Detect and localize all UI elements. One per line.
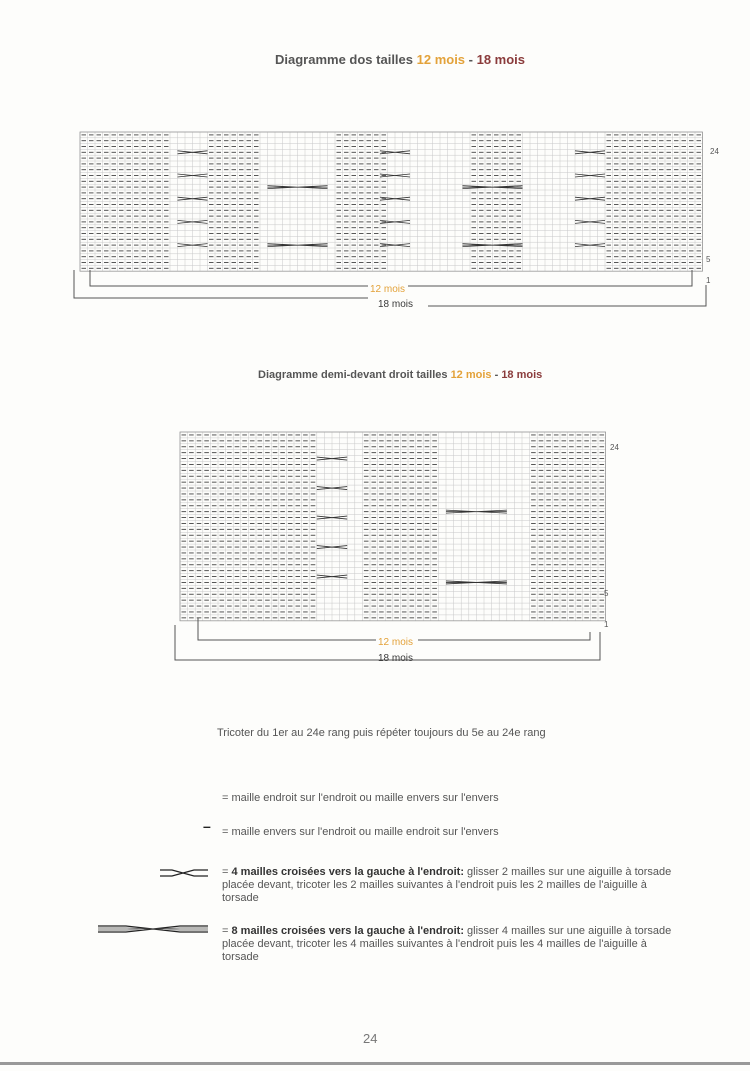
chart1-title: Diagramme dos tailles 12 mois - 18 mois bbox=[275, 52, 526, 67]
page-number: 24 bbox=[363, 1031, 378, 1046]
legend-purl: = maille envers sur l'endroit ou maille endroit sur l'envers bbox=[222, 826, 499, 838]
purl-symbol: – bbox=[203, 818, 211, 834]
chart1-width-18: 18 mois bbox=[378, 299, 414, 310]
chart2-row-1: 1 bbox=[604, 620, 609, 629]
chart1-row-1: 1 bbox=[706, 276, 711, 285]
cable8-icon bbox=[96, 918, 210, 938]
chart2-width-18: 18 mois bbox=[378, 653, 414, 664]
chart1-row-24: 24 bbox=[710, 147, 719, 156]
chart1-width-12: 12 mois bbox=[370, 284, 406, 295]
chart2-row-24: 24 bbox=[610, 443, 619, 452]
chart1-row-5: 5 bbox=[706, 255, 711, 264]
legend-knit: = maille endroit sur l'endroit ou maille envers sur l'envers bbox=[222, 792, 499, 804]
legend-cable8: = 8 mailles croisées vers la gauche à l'endroit: glisser 4 mailles sur une aiguille à torsade placée devant, tricoter les 4 mailles suivantes à l'endroit puis les 4 mailles de l'aiguille à torsade bbox=[222, 925, 672, 963]
chart2-row-5: 5 bbox=[604, 589, 609, 598]
instruction-text: Tricoter du 1er au 24e rang puis répéter toujours du 5e au 24e rang bbox=[217, 727, 546, 739]
legend-cable4: = 4 mailles croisées vers la gauche à l'endroit: glisser 2 mailles sur une aiguille à torsade placée devant, tricoter les 2 mailles suivantes à l'endroit puis les 2 mailles de l'aiguille à torsade bbox=[222, 866, 672, 904]
chart2-title: Diagramme demi-devant droit tailles 12 mois - 18 mois bbox=[258, 369, 543, 381]
chart2-width-12: 12 mois bbox=[378, 637, 414, 648]
cable4-icon bbox=[158, 862, 210, 882]
bottom-rule bbox=[0, 1062, 750, 1065]
